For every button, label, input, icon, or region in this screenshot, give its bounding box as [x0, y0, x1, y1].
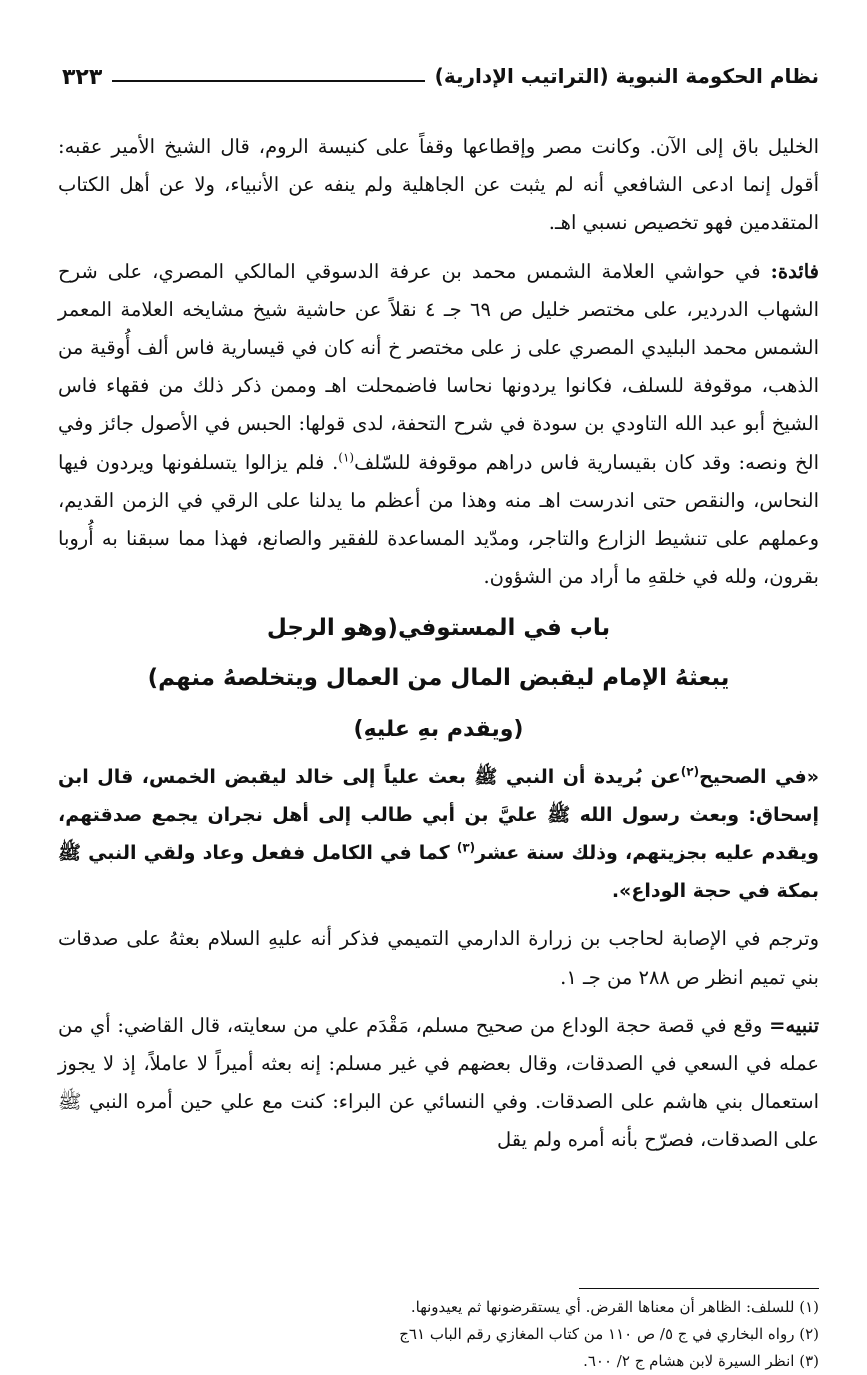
- footnote-rule: [579, 1288, 819, 1289]
- sahih-text-a: «في الصحيح: [699, 766, 819, 789]
- sahih-quote: [58, 758, 819, 910]
- footnote-1: (١) للسلف: الظاهر أن معناها القرض. أي يستقرضونها ثم يعيدونها.: [410, 1298, 819, 1316]
- footnote-ref-2: (٢): [680, 765, 700, 780]
- paragraph-gap: [58, 910, 819, 920]
- section-heading-line-2: يبعثهُ الإمام ليقبض المال من العمال ويتخلصهُ منهم): [147, 665, 730, 692]
- faida-label: فائدة:: [770, 259, 819, 283]
- faida-text-a: في حواشي العلامة الشمس محمد بن عرفة الدسوقي المالكي المصري، على شرح الشهاب الدردير، على مختصر خليل ص ٦٩ جـ ٤ نقلاً عن حاشية شيخ مشايخه العلامة المعمر الشمس محمد البليدي المصري على ز على مختصر خ أنه كان في قيسارية فاس ألف أُوقية من الذهب، موقوفة للسلف، فكانوا يردونها نحاسا فاضمحلت اهـ وممن ذكر ذلك من فقهاء فاس الشيخ أبو عبد الله التاودي بن سودة في شرح التحفة، لدى قولها: الحبس في الأصول جائز وفي الخ ونصه: وقد كان بقيسارية فاس دراهم موقوفة للسّلف: [58, 259, 820, 474]
- tanbih-text: وقع في قصة حجة الوداع من صحيح مسلم، مَقْدَم علي من سعايته، قال القاضي: أي من عمله في السعي في الصدقات، وقال بعضهم في غير مسلم: إنه بعثه أميراً لا عاملاً، إذ لا يجوز استعمال بني هاشم على الصدقات. وفي النسائي عن البراء: كنت مع علي حين أمره النبي ﷺ على الصدقات، فصرّح بأنه أمره ولم يقل: [58, 1013, 819, 1152]
- sahih-text-c: كما في الكامل ففعل وعاد ولقي النبي ﷺ بمكة في حجة الوداع».: [58, 842, 819, 903]
- faida-text-b: . فلم يزالوا يتسلفونها ويردون فيها النحاس، والنقص حتى اندرست اهـ منه وهذا من أعظم ما يدلنا على الرقي في الزمن القديم، وعملهم على تنشيط الزارع والتاجر، ومدّيد المساعدة للفقير والصانع، فهذا مما سبقنا به أُروبا بقرون، ولله في خلقهِ ما أراد من الشؤون.: [58, 450, 819, 589]
- paragraph-gap: [58, 243, 819, 253]
- tanbih-label: تنبيه=: [769, 1013, 819, 1037]
- page-body: [58, 128, 819, 1160]
- section-heading-line-1: باب في المستوفي(وهو الرجل: [266, 615, 611, 642]
- footnote-ref-3: (٣): [456, 841, 476, 856]
- paragraph-1: الخليل باق إلى الآن. وكانت مصر وإقطاعها وقفاً على كنيسة الروم، قال الشيخ الأمير عقبه: أقول إنما ادعى الشافعي أنه لم يثبت عن الجاهلية ولم ينفه عن الأنبياء، ولا عن أهل الكتاب المتقدمين فهو تخصيص نسبي اهـ.: [58, 135, 819, 235]
- footnote-2: (٢) رواه البخاري في ج ٥/ ص ١١٠ من كتاب المغازي رقم الباب ٦١ج: [399, 1325, 819, 1343]
- footnote-3: (٣) انظر السيرة لابن هشام ج ٢/ ٦٠٠.: [583, 1352, 819, 1370]
- sahih-text-b: عن بُريدة أن النبي ﷺ بعث علياً إلى خالد ليقبض الخمس، قال ابن إسحاق: وبعث رسول الله ﷺ عليَّ بن أبي طالب إلى أهل نجران يجمع صدقتهم، ويقدم عليه بجزيتهم، وذلك سنة عشر: [58, 766, 819, 865]
- paragraph-gap: [58, 997, 819, 1007]
- footnotes: [58, 1294, 819, 1375]
- header-rule: [112, 80, 424, 82]
- paragraph-isaba: وترجم في الإصابة لحاجب بن زرارة الدارمي التميمي فذكر أنه عليهِ السلام بعثهُ على صدقات بني تميم انظر ص ٢٨٨ من جـ ١.: [58, 927, 819, 989]
- running-header: [62, 52, 819, 92]
- section-heading-line-3: (ويقدم بهِ عليهِ): [353, 717, 524, 743]
- page-number: ٣٢٣: [62, 65, 103, 90]
- paragraph-faida: [58, 253, 819, 597]
- book-title: نظام الحكومة النبوية (التراتيب الإدارية): [434, 64, 819, 88]
- paragraph-tanbih: [58, 1007, 819, 1160]
- footnote-ref-1: (١): [338, 450, 355, 465]
